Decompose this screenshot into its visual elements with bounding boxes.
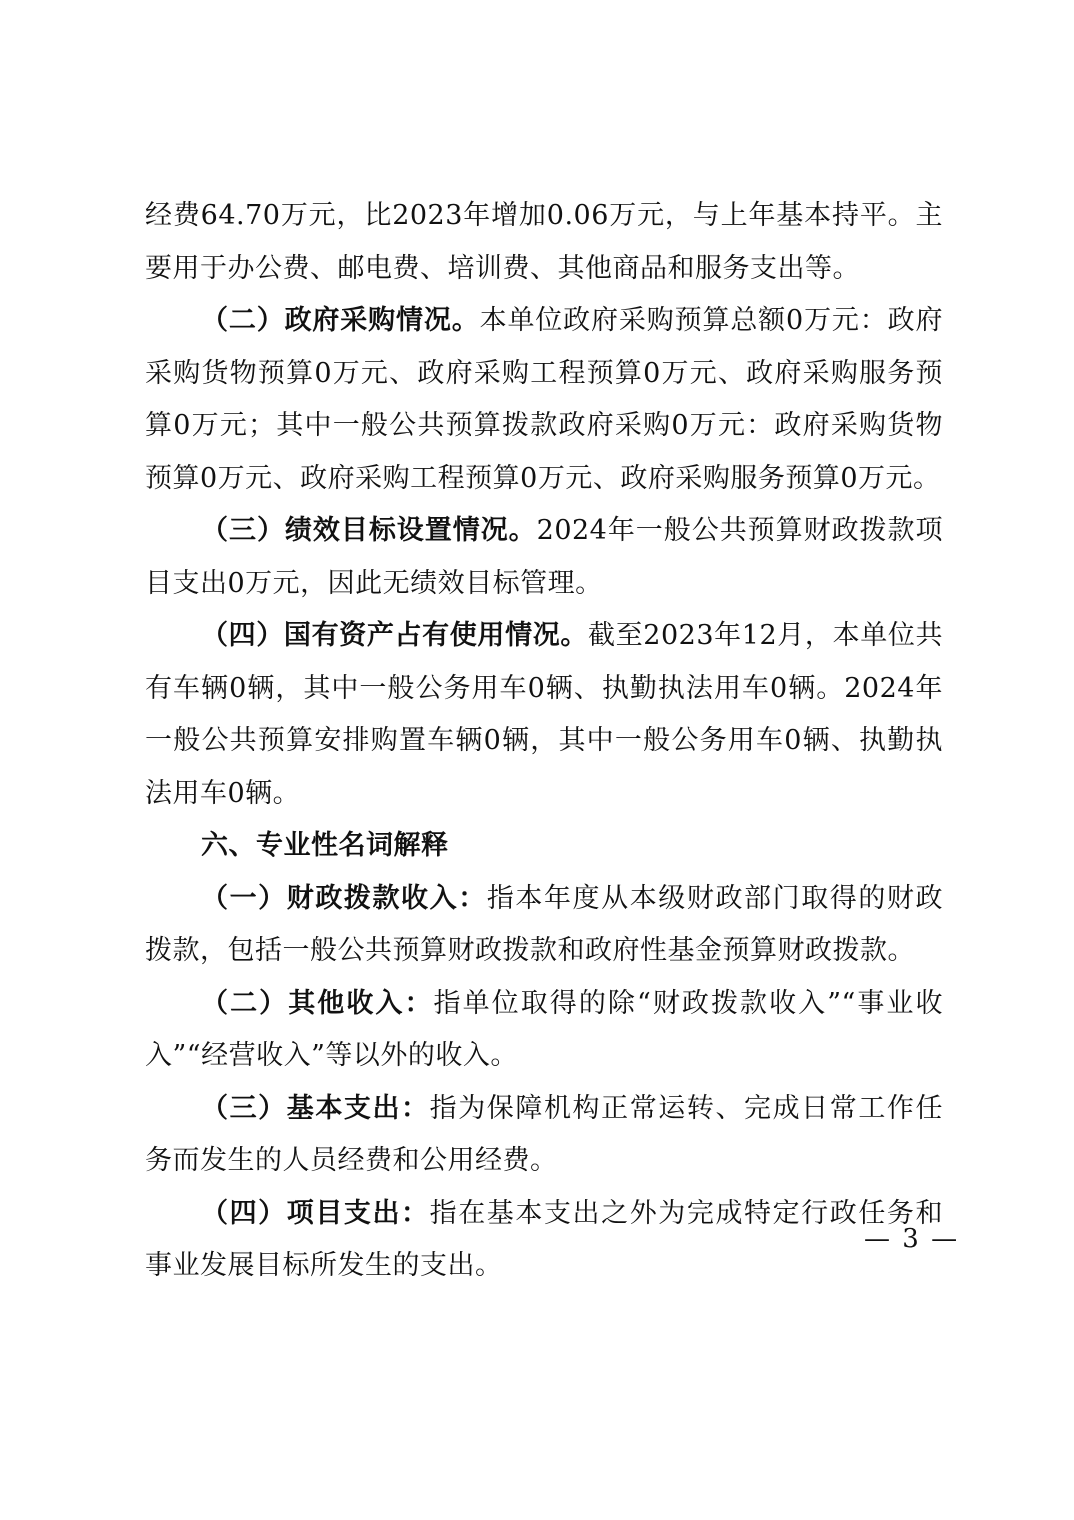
paragraph-text: 指为保障机构正常运转、完成日常工作任务而发生的人员经费和公用经费。 [145,1092,943,1176]
document-body [145,190,943,1293]
paragraph-text: 经费64.70万元，比2023年增加0.06万元，与上年基本持平。主要用于办公费、邮电费、培训费、其他商品和服务支出等。 [145,200,943,284]
paragraph-government-procurement [145,295,943,505]
paragraph-text: 指本年度从本级财政部门取得的财政拨款，包括一般公共预算财政拨款和政府性基金预算财政拨款。 [145,882,944,966]
paragraph-heading: （二）其他收入： [201,987,434,1019]
paragraph-heading: （三）绩效目标设置情况。 [201,515,537,546]
paragraph-text: 截至2023年12月，本单位共有车辆0辆，其中一般公务用车0辆、执勤执法用车0辆。2024年一般公共预算安排购置车辆0辆，其中一般公务用车0辆、执勤执法用车0辆。 [145,620,943,809]
paragraph-public-funds-continued [145,190,943,295]
paragraph-heading: （四）项目支出： [201,1197,430,1229]
paragraph-basic-expenditure [145,1083,943,1188]
paragraph-heading: （四）国有资产占有使用情况。 [201,620,588,651]
paragraph-fiscal-appropriation-income [145,873,943,978]
section-heading-terms: 六、专业性名词解释 [201,830,449,861]
paragraph-other-income [145,978,943,1083]
paragraph-heading: （三）基本支出： [201,1092,430,1124]
paragraph-heading: （二）政府采购情况。 [201,305,480,336]
paragraph-text: 指单位取得的除“财政拨款收入”“事业收入”“经营收入”等以外的收入。 [145,987,943,1071]
paragraph-heading: （一）财政拨款收入： [201,882,487,914]
paragraph-project-expenditure [145,1188,943,1293]
paragraph-performance-targets [145,505,943,610]
paragraph-text: 2024年一般公共预算财政拨款项目支出0万元，因此无绩效目标管理。 [145,515,943,599]
paragraph-text: 指在基本支出之外为完成特定行政任务和事业发展目标所发生的支出。 [145,1197,943,1281]
paragraph-state-assets [145,610,943,820]
page-number: — 3 — [864,1224,960,1254]
paragraph-text: 本单位政府采购预算总额0万元：政府采购货物预算0万元、政府采购工程预算0万元、政府采购服务预算0万元；其中一般公共预算拨款政府采购0万元：政府采购货物预算0万元、政府采购工程预算0万元、政府采购服务预算0万元。 [145,305,944,494]
